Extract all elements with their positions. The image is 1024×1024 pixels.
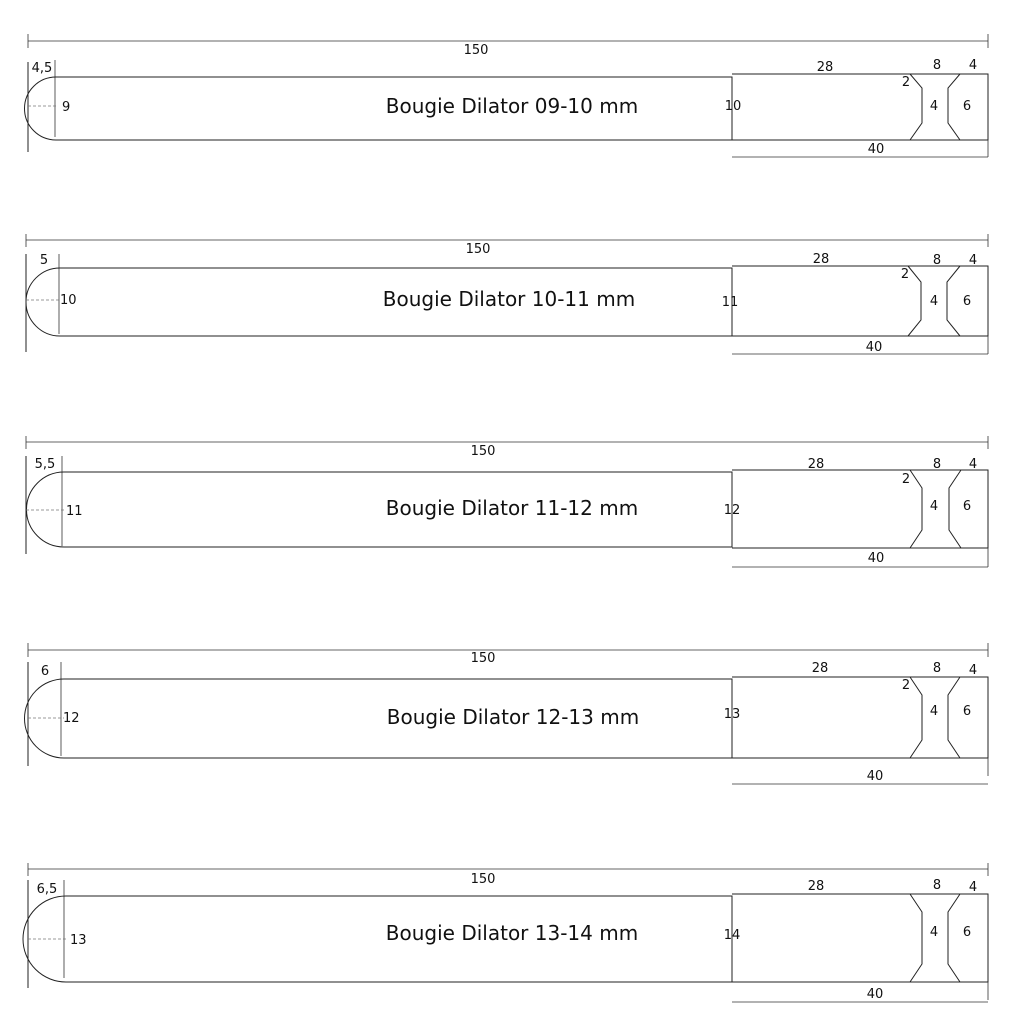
dim-tip-radius: 5 bbox=[39, 253, 49, 268]
dim-notch-width: 8 bbox=[932, 661, 942, 676]
dim-end-diameter: 11 bbox=[721, 295, 739, 310]
dilator-drawing-1 bbox=[25, 34, 989, 157]
dim-start-diameter: 10 bbox=[60, 293, 77, 308]
dim-end-height: 6 bbox=[962, 294, 972, 309]
dilator-title: Bougie Dilator 12-13 mm bbox=[386, 705, 640, 729]
dim-total-length: 150 bbox=[470, 444, 496, 459]
handle-outline bbox=[732, 470, 988, 548]
dim-end-width: 4 bbox=[968, 457, 978, 472]
handle-outline bbox=[732, 266, 988, 336]
dilator-drawing-2 bbox=[26, 234, 988, 355]
dilator-title: Bougie Dilator 09-10 mm bbox=[385, 94, 639, 118]
handle-outline bbox=[732, 677, 988, 758]
dim-notch-width: 8 bbox=[932, 253, 942, 268]
dim-neck-width: 4 bbox=[929, 704, 939, 719]
dim-total-length: 150 bbox=[470, 651, 496, 666]
dim-end-diameter: 12 bbox=[723, 503, 741, 518]
dim-end-height: 6 bbox=[962, 99, 972, 114]
dim-end-diameter: 14 bbox=[723, 928, 741, 943]
dim-neck-width: 4 bbox=[929, 99, 939, 114]
dim-tip-radius: 6,5 bbox=[36, 882, 58, 897]
dim-start-diameter: 13 bbox=[70, 933, 87, 948]
dim-tip-radius: 4,5 bbox=[31, 61, 53, 76]
dim-handle-length: 28 bbox=[811, 661, 829, 676]
dim-end-height: 6 bbox=[962, 499, 972, 514]
dim-section-length: 40 bbox=[866, 769, 884, 784]
dim-bevel: 2 bbox=[900, 267, 910, 282]
dim-bevel: 2 bbox=[901, 678, 911, 693]
dim-end-width: 4 bbox=[968, 253, 978, 268]
dim-notch-width: 8 bbox=[932, 58, 942, 73]
dim-notch-width: 8 bbox=[932, 878, 942, 893]
dim-start-diameter: 11 bbox=[66, 504, 83, 519]
dilator-title: Bougie Dilator 11-12 mm bbox=[385, 496, 639, 520]
dim-bevel: 2 bbox=[901, 472, 911, 487]
dim-handle-length: 28 bbox=[807, 879, 825, 894]
handle-outline bbox=[732, 894, 988, 982]
dim-neck-width: 4 bbox=[929, 499, 939, 514]
handle-outline bbox=[732, 74, 988, 140]
dim-end-diameter: 10 bbox=[724, 99, 742, 114]
dilator-drawing-3 bbox=[26, 436, 988, 567]
dim-neck-width: 4 bbox=[929, 294, 939, 309]
dim-end-height: 6 bbox=[962, 704, 972, 719]
dim-neck-width: 4 bbox=[929, 925, 939, 940]
dilator-title: Bougie Dilator 13-14 mm bbox=[385, 921, 639, 945]
dim-end-width: 4 bbox=[968, 58, 978, 73]
dilator-title: Bougie Dilator 10-11 mm bbox=[382, 287, 636, 311]
dim-start-diameter: 12 bbox=[63, 711, 80, 726]
dim-section-length: 40 bbox=[867, 142, 885, 157]
dim-notch-width: 8 bbox=[932, 457, 942, 472]
dim-section-length: 40 bbox=[867, 551, 885, 566]
dim-section-length: 40 bbox=[865, 340, 883, 355]
dim-total-length: 150 bbox=[470, 872, 496, 887]
dim-handle-length: 28 bbox=[812, 252, 830, 267]
dim-tip-radius: 6 bbox=[40, 664, 50, 679]
dim-handle-length: 28 bbox=[816, 60, 834, 75]
dim-bevel: 2 bbox=[901, 75, 911, 90]
dilator-drawing-5 bbox=[23, 863, 988, 1002]
dim-section-length: 40 bbox=[866, 987, 884, 1002]
dim-end-diameter: 13 bbox=[723, 707, 741, 722]
dim-end-width: 4 bbox=[968, 880, 978, 895]
dim-total-length: 150 bbox=[465, 242, 491, 257]
dim-end-height: 6 bbox=[962, 925, 972, 940]
dilator-drawing-4 bbox=[25, 643, 989, 784]
dim-start-diameter: 9 bbox=[62, 100, 71, 115]
dim-tip-radius: 5,5 bbox=[34, 457, 56, 472]
dim-end-width: 4 bbox=[968, 663, 978, 678]
dim-handle-length: 28 bbox=[807, 457, 825, 472]
dim-total-length: 150 bbox=[463, 43, 489, 58]
